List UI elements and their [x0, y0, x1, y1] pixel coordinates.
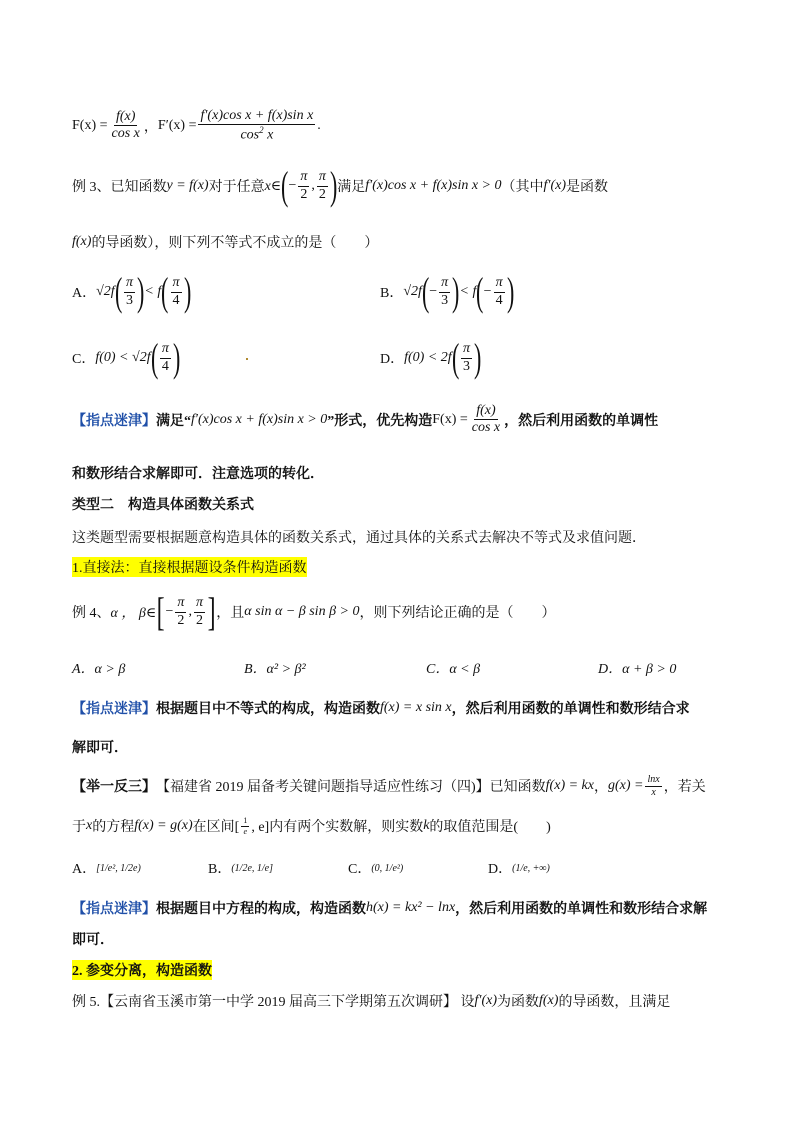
- type2-desc: [72, 527, 646, 547]
- practice-tail: ，若关: [663, 780, 706, 795]
- ex5-fp: f′(x): [474, 993, 497, 1008]
- frac-num: π: [494, 275, 505, 292]
- ex3-frac-l: [298, 169, 309, 202]
- ex3-line2-text: 的导函数），则下列不等式不成立的是（ ）: [91, 236, 379, 251]
- right-paren: ): [183, 269, 191, 314]
- ex3-var: x∈: [264, 178, 282, 194]
- option-frac: [439, 275, 450, 308]
- formula-F-line: [72, 108, 321, 144]
- left-bracket: [: [156, 589, 165, 634]
- ex4-option-c: [426, 658, 480, 678]
- frac-num: f(x): [114, 109, 137, 126]
- frac-den: 2: [300, 186, 308, 202]
- option-frac: [160, 341, 171, 374]
- option-text: f(0) < 2f: [404, 350, 452, 365]
- practice-comma: ，: [593, 780, 608, 795]
- ex4-option-d: [598, 658, 676, 678]
- practice-eq: f(x) = g(x): [134, 818, 193, 833]
- hint-text: 满足“: [156, 413, 191, 429]
- practice-text: 在区间[: [192, 820, 240, 835]
- section-desc: 这类题型需要根据题意构造具体的函数关系式，通过具体的关系式去解决不等式及求值问题．: [72, 531, 646, 546]
- method-label: 1.直接法：直接根据题设条件构造函数: [72, 557, 307, 577]
- ex5-tail: 的导函数，且满足: [558, 995, 671, 1010]
- practice3-option-b: [208, 858, 273, 878]
- practice-text: 于: [72, 820, 86, 835]
- den-sup: 2: [259, 125, 264, 136]
- section-heading: 类型二 构造具体函数关系式: [72, 498, 254, 513]
- practice-tag: 【举一反三】: [72, 780, 156, 795]
- ex3-sign: −: [288, 178, 297, 193]
- formula-lhs2: F′(x) =: [157, 117, 197, 133]
- frac-den: 4: [161, 358, 169, 374]
- practice-source: 【福建省 2019 届备考关键问题指导适应性练习（四)】已知函数: [156, 780, 546, 795]
- ex3-cond-post: （其中: [501, 180, 544, 195]
- ex5-text: 例 5.【云南省玉溪市第一中学 2019 届高三下学期第五次调研】 设: [72, 995, 475, 1010]
- practice3-line1: [72, 774, 706, 798]
- hint-tag: 【指点迷津】: [72, 413, 156, 429]
- ex4-vars: α ， β∈: [110, 606, 157, 621]
- frac-num: f′(x)cos x + f(x)sin x: [198, 108, 315, 125]
- ex3-line1: [72, 163, 609, 208]
- right-paren: ): [452, 269, 460, 314]
- ex5-f: f(x): [539, 993, 559, 1008]
- practice-g: g(x) =: [607, 778, 644, 793]
- practice3-option-c: [348, 858, 403, 878]
- option-text: A．α > β: [72, 662, 126, 677]
- frac-den: 3: [441, 292, 449, 308]
- ex3-cond: f′(x)cos x + f(x)sin x > 0: [365, 178, 502, 193]
- frac-den: 2: [195, 612, 203, 628]
- neg-sign: −: [483, 284, 492, 299]
- option-coef: √2f: [403, 284, 422, 299]
- ex4-option-a: [72, 658, 125, 678]
- ex4-comma: ,: [188, 604, 192, 619]
- stray-dot: [246, 358, 248, 360]
- option-frac: [494, 275, 505, 308]
- ex3-option-b: [380, 269, 514, 314]
- ex4-frac-l: [175, 595, 186, 628]
- right-paren: ): [172, 335, 181, 380]
- frac-num: π: [124, 275, 135, 292]
- hint-cond: f′(x)cos x + f(x)sin x > 0: [191, 411, 328, 427]
- ex4-prefix: 例 4、: [72, 606, 111, 621]
- left-paren: (: [476, 269, 484, 314]
- hint1-line1: [72, 403, 658, 436]
- ex3-frac-r: [317, 169, 328, 202]
- neg-sign: −: [165, 604, 174, 619]
- right-paren: ): [329, 163, 338, 208]
- frac-den: [238, 125, 275, 144]
- ex3-cond-pre: 满足: [337, 180, 366, 195]
- option-text: D．α + β > 0: [598, 662, 677, 677]
- option-value: (0, 1/e²): [371, 862, 404, 874]
- frac-den: 2: [318, 186, 326, 202]
- right-paren: ): [474, 335, 482, 380]
- frac-num: π: [439, 275, 450, 292]
- ex5-line: [72, 991, 670, 1011]
- option-label: B．: [380, 286, 404, 301]
- left-paren: (: [421, 269, 430, 314]
- ex3-prefix: 例 3、已知函数: [72, 180, 167, 195]
- hint-text: ，然后利用函数的单调性: [504, 413, 659, 429]
- hint-text: 和数形结合求解即可．注意选项的转化．: [72, 467, 324, 482]
- practice-x: x: [86, 818, 93, 833]
- left-paren: (: [451, 335, 460, 380]
- ex4-frac-r: [194, 595, 205, 628]
- option-text: B．α² > β²: [244, 662, 306, 677]
- frac-num: lnx: [647, 774, 660, 785]
- frac-den: cos x: [471, 420, 501, 436]
- hint-text: ”形式，优先构造: [327, 413, 433, 429]
- hint1-line2: [72, 463, 324, 483]
- ex3-option-a: [72, 269, 191, 314]
- ex3-fprime: f′(x): [543, 178, 567, 193]
- den-x: x: [263, 127, 274, 143]
- practice-f: f(x) = kx: [545, 778, 594, 793]
- hint2-line2: [72, 737, 128, 757]
- hint-tag: 【指点迷津】: [72, 702, 156, 717]
- practice-int-frac: [241, 816, 249, 835]
- ex5-mid: 为函数: [497, 995, 539, 1010]
- ex3-func: y = f(x): [166, 178, 209, 193]
- hint-text: 根据题目中方程的构成，构造函数: [156, 902, 366, 917]
- practice-text: 的方程: [92, 820, 135, 835]
- hint-func: f(x) = x sin x: [380, 700, 452, 715]
- formula-frac-2: [198, 108, 315, 144]
- option-label: B．: [208, 862, 232, 877]
- formula-sep: ，: [143, 119, 158, 135]
- hint-frac: [470, 403, 502, 436]
- frac-num: π: [160, 341, 171, 358]
- frac-num: 1: [243, 816, 248, 826]
- hint-text: 解即可．: [72, 741, 128, 756]
- ex4-tail: ，则下列结论正确的是（ ）: [359, 606, 556, 621]
- right-paren: ): [506, 269, 514, 314]
- method-label: 2. 参变分离，构造函数: [72, 960, 212, 980]
- option-frac: [461, 341, 472, 374]
- right-paren: ): [137, 269, 145, 314]
- option-label: D．: [488, 862, 513, 877]
- practice3-option-a: [72, 858, 141, 878]
- hint-text: 即可．: [72, 933, 114, 948]
- option-lt: < f: [144, 284, 162, 299]
- method2: [72, 960, 212, 980]
- frac-den: 3: [463, 358, 471, 374]
- option-label: C．: [72, 352, 96, 367]
- hint-func: h(x) = kx² − lnx: [366, 900, 456, 915]
- frac-den: e: [243, 826, 248, 836]
- option-label: D．: [380, 352, 405, 367]
- frac-den: 3: [126, 292, 134, 308]
- option-label: A．: [72, 286, 97, 301]
- ex3-mid: 对于任意: [208, 180, 265, 195]
- ex3-option-c: [72, 335, 181, 380]
- hint-F: F(x) =: [432, 411, 468, 427]
- option-text: C．α < β: [426, 662, 481, 677]
- ex4-option-b: [244, 658, 306, 678]
- frac-num: π: [171, 275, 182, 292]
- frac-den: cos x: [111, 126, 140, 142]
- frac-num: π: [194, 595, 205, 612]
- option-coef: √2f: [96, 284, 115, 299]
- frac-num: π: [175, 595, 186, 612]
- frac-num: π: [317, 169, 328, 186]
- right-bracket: ]: [207, 589, 216, 634]
- formula-end: .: [317, 117, 321, 133]
- left-paren: (: [150, 335, 158, 380]
- option-frac: [124, 275, 135, 308]
- hint-text: ，然后利用函数的单调性和数形结合求解: [455, 902, 708, 917]
- ex4-line: [72, 589, 556, 634]
- ex3-comma: ,: [311, 178, 315, 193]
- frac-num: f(x): [474, 403, 497, 420]
- frac-num: π: [461, 341, 472, 358]
- ex4-cond-pre: ，且: [216, 606, 245, 621]
- ex3-option-d: [380, 335, 482, 380]
- hint3-line2: [72, 929, 114, 949]
- frac-den: 2: [177, 612, 185, 628]
- left-paren: (: [281, 163, 289, 208]
- option-label: A．: [72, 862, 97, 877]
- practice-k: k: [423, 818, 430, 833]
- formula-lhs: F(x) =: [72, 117, 108, 133]
- hint-tag: 【指点迷津】: [72, 902, 156, 917]
- option-lt: < f: [459, 284, 477, 299]
- option-text: f(0) < √2f: [95, 350, 151, 365]
- formula-frac-1: [110, 109, 142, 142]
- hint3-line1: [72, 898, 707, 918]
- frac-den: x: [651, 786, 656, 798]
- ex4-cond: α sin α − β sin β > 0: [244, 604, 360, 619]
- ex3-line2-f: f(x): [72, 234, 92, 249]
- option-value: [1/e², 1/2e): [96, 862, 141, 874]
- practice3-option-d: [488, 858, 550, 878]
- option-value: (1/2e, 1/e]: [231, 862, 273, 874]
- method1: [72, 557, 307, 577]
- left-paren: (: [161, 269, 169, 314]
- hint-text: ，然后利用函数的单调性和数形结合求: [451, 702, 690, 717]
- hint2-line1: [72, 698, 690, 718]
- option-frac: [171, 275, 182, 308]
- left-paren: (: [114, 269, 123, 314]
- option-label: C．: [348, 862, 372, 877]
- practice-text: 的取值范围是( ): [429, 820, 551, 835]
- den-cos: cos: [240, 127, 260, 143]
- frac-num: π: [298, 169, 309, 186]
- frac-den: 4: [495, 292, 503, 308]
- ex3-tail: 是函数: [566, 180, 609, 195]
- practice-g-frac: [645, 774, 661, 798]
- type2-heading: [72, 494, 254, 514]
- practice3-line2: [72, 816, 551, 836]
- ex3-line2: [72, 232, 378, 252]
- hint-text: 根据题目中不等式的构成，构造函数: [156, 702, 380, 717]
- frac-den: 4: [172, 292, 180, 308]
- option-value: (1/e, +∞): [512, 862, 550, 874]
- practice-text: , e]内有两个实数解，则实数: [251, 820, 424, 835]
- neg-sign: −: [429, 284, 438, 299]
